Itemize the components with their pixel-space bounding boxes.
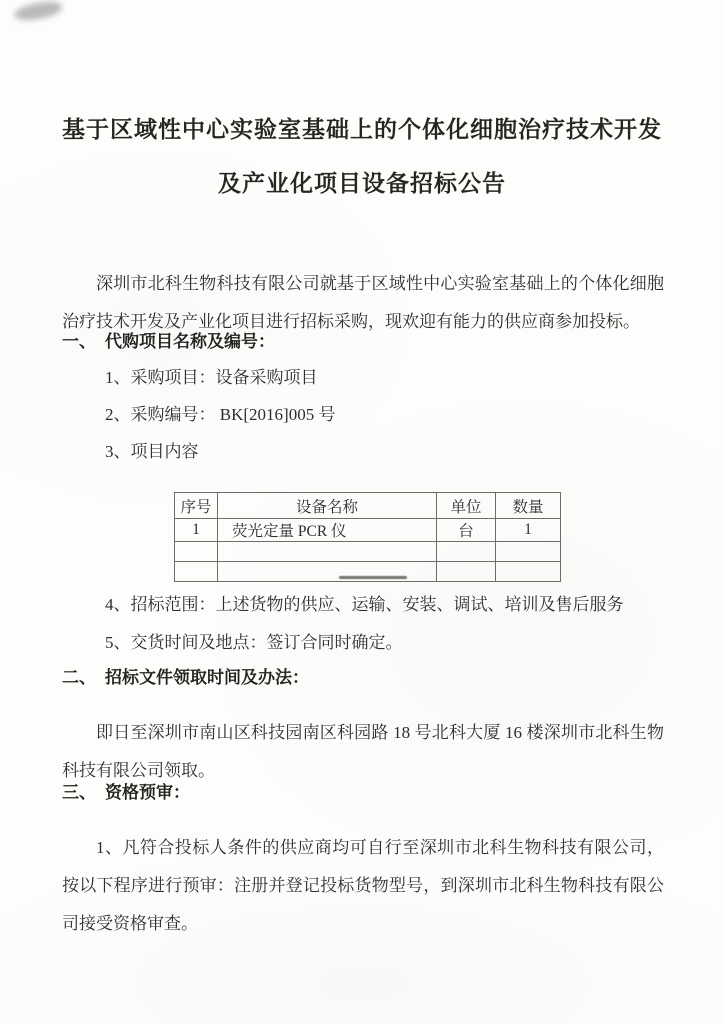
cell-seq: 1 xyxy=(175,519,218,542)
cell-quantity xyxy=(496,542,561,562)
equipment-table-row-1 xyxy=(175,519,561,542)
section-2-heading xyxy=(62,659,664,697)
cell-unit: 台 xyxy=(437,519,496,542)
section-1-heading-text: 代购项目名称及编号： xyxy=(105,332,275,351)
document-title-line1: 基于区域性中心实验室基础上的个体化细胞治疗技术开发 xyxy=(62,117,662,142)
equipment-table-row-2 xyxy=(175,542,561,562)
header-unit: 单位 xyxy=(437,493,496,519)
section-1-item-4: 4、招标范围：上述货物的供应、运输、安装、调试、培训及售后服务 xyxy=(105,595,624,614)
intro-paragraph: 深圳市北科生物科技有限公司就基于区域性中心实验室基础上的个体化细胞治疗技术开发及产业化项目进行招标采购，现欢迎有能力的供应商参加投标。 xyxy=(62,274,664,331)
cell-equipment-name: 荧光定量 PCR 仪 xyxy=(218,519,437,542)
section-2-body: 即日至深圳市南山区科技园南区科园路 18 号北科大厦 16 楼深圳市北科生物科技有限公司领取。 xyxy=(62,723,664,780)
section-3-heading-text: 资格预审： xyxy=(105,783,190,802)
section-2-heading-text: 招标文件领取时间及办法： xyxy=(105,668,309,687)
equipment-table xyxy=(174,492,561,582)
section-3-heading xyxy=(62,774,664,812)
cell-unit xyxy=(437,542,496,562)
header-equipment-name: 设备名称 xyxy=(218,493,437,519)
cell-quantity xyxy=(496,562,561,582)
section-1-heading xyxy=(62,323,664,361)
scan-smudge-mark xyxy=(13,0,63,22)
document-title xyxy=(0,103,724,211)
section-1-item-1: 1、采购项目：设备采购项目 xyxy=(105,368,318,387)
section-2-number: 二、 xyxy=(62,668,96,687)
equipment-table-header-row xyxy=(175,493,561,519)
cell-quantity: 1 xyxy=(496,519,561,542)
section-1-item-3: 3、项目内容 xyxy=(105,442,199,461)
header-seq: 序号 xyxy=(175,493,218,519)
cell-unit xyxy=(437,562,496,582)
cell-equipment-name xyxy=(218,542,437,562)
section-1-number: 一、 xyxy=(62,332,96,351)
cell-seq xyxy=(175,562,218,582)
section-1-item-2: 2、采购编号： BK[2016]005 号 xyxy=(105,405,336,424)
section-3-number: 三、 xyxy=(62,783,96,802)
scan-line-artifact xyxy=(339,576,407,579)
cell-seq xyxy=(175,542,218,562)
section-1-item-5: 5、交货时间及地点：签订合同时确定。 xyxy=(105,633,403,652)
header-quantity: 数量 xyxy=(496,493,561,519)
section-3-body: 1、凡符合投标人条件的供应商均可自行至深圳市北科生物科技有限公司，按以下程序进行预审：注册并登记投标货物型号，到深圳市北科生物科技有限公司接受资格审查。 xyxy=(62,838,664,933)
document-title-line2: 及产业化项目设备招标公告 xyxy=(218,171,506,196)
